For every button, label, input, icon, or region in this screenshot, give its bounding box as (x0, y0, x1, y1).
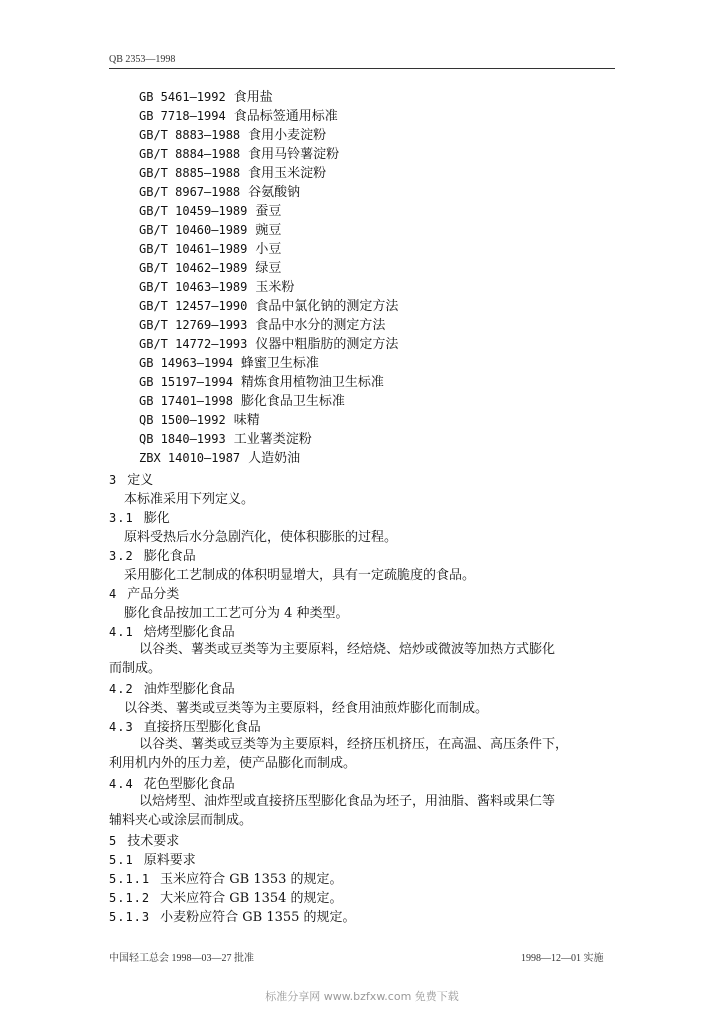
reference-code: GB 14963—1994 (139, 356, 233, 370)
section-5-1-1: 5.1.1 玉米应符合 GB 1353 的规定。 (109, 872, 343, 887)
reference-title: 豌豆 (255, 223, 282, 238)
reference-item (139, 371, 384, 390)
reference-code: GB/T 14772—1993 (139, 337, 248, 351)
reference-code: QB 1840—1993 (139, 432, 226, 446)
section-4-2-heading: 4.2 油炸型膨化食品 (109, 682, 235, 697)
section-4-intro: 膨化食品按加工工艺可分为 4 种类型。 (124, 606, 349, 621)
section-4-4-heading: 4.4 花色型膨化食品 (109, 777, 235, 792)
section-4-1-text: 以谷类、薯类或豆类等为主要原料，经焙烧、焙炒或微波等加热方式膨化 而制成。 (109, 642, 556, 676)
reference-item (139, 352, 319, 371)
section-5-1-2: 5.1.2 大米应符合 GB 1354 的规定。 (109, 891, 343, 906)
reference-title: 绿豆 (255, 261, 282, 276)
section-3-2-text: 采用膨化工艺制成的体积明显增大，具有一定疏脆度的食品。 (124, 568, 476, 583)
reference-item (139, 162, 326, 181)
reference-item (139, 105, 338, 124)
watermark-text[interactable]: 标准分享网 www.bzfxw.com 免费下载 (265, 990, 459, 1003)
reference-item (139, 295, 398, 314)
reference-title: 小豆 (255, 242, 282, 257)
section-4-3-heading: 4.3 直接挤压型膨化食品 (109, 720, 261, 735)
reference-item (139, 124, 326, 143)
reference-title: 谷氨酸钠 (248, 185, 301, 200)
reference-title: 食品标签通用标准 (233, 109, 338, 124)
reference-code: ZBX 14010—1987 (139, 451, 241, 465)
reference-title: 食品中水分的测定方法 (255, 318, 386, 333)
reference-code: GB/T 8883—1988 (139, 128, 241, 142)
reference-code: GB/T 10460—1989 (139, 223, 248, 237)
reference-code: GB/T 10461—1989 (139, 242, 248, 256)
reference-item (139, 238, 281, 257)
reference-code: GB/T 10459—1989 (139, 204, 248, 218)
reference-title: 食用盐 (233, 90, 273, 105)
reference-title: 仪器中粗脂肪的测定方法 (255, 337, 399, 352)
reference-item (139, 181, 300, 200)
reference-code: GB/T 12769—1993 (139, 318, 248, 332)
reference-item (139, 219, 281, 238)
section-3-1-text: 原料受热后水分急剧汽化，使体积膨胀的过程。 (124, 530, 398, 545)
reference-code: GB/T 12457—1990 (139, 299, 248, 313)
reference-title: 工业薯类淀粉 (233, 432, 312, 447)
section-3-heading: 3 定义 (109, 473, 154, 488)
reference-code: GB/T 8884—1988 (139, 147, 241, 161)
reference-item (139, 143, 339, 162)
section-3-2-heading: 3.2 膨化食品 (109, 549, 196, 564)
section-5-1-3: 5.1.3 小麦粉应符合 GB 1355 的规定。 (109, 910, 356, 925)
reference-item (139, 428, 312, 447)
section-4-4-text: 以焙烤型、油炸型或直接挤压型膨化食品为坯子，用油脂、酱料或果仁等 辅料夹心或涂层而制成。 (109, 794, 556, 828)
reference-code: GB/T 8885—1988 (139, 166, 241, 180)
footer-approval: 中国轻工总会 1998—03—27 批准 (109, 953, 254, 964)
reference-title: 玉米粉 (255, 280, 295, 295)
reference-title: 食用玉米淀粉 (248, 166, 327, 181)
reference-code: GB/T 10462—1989 (139, 261, 248, 275)
section-3-1-heading: 3.1 膨化 (109, 511, 170, 526)
reference-code: GB 5461—1992 (139, 90, 226, 104)
reference-item (139, 257, 281, 276)
reference-item (139, 276, 294, 295)
section-4-3-text: 以谷类、薯类或豆类等为主要原料，经挤压机挤压，在高温、高压条件下， 利用机内外的压力差，使产品膨化而制成。 (109, 737, 569, 771)
reference-item (139, 86, 273, 105)
reference-item (139, 314, 385, 333)
section-5-heading: 5 技术要求 (109, 834, 180, 849)
reference-code: GB/T 8967—1988 (139, 185, 241, 199)
reference-title: 食用马铃薯淀粉 (248, 147, 340, 162)
reference-item (139, 409, 260, 428)
reference-title: 食用小麦淀粉 (248, 128, 327, 143)
reference-title: 人造奶油 (248, 451, 301, 466)
reference-title: 精炼食用植物油卫生标准 (240, 375, 384, 390)
reference-title: 膨化食品卫生标准 (240, 394, 345, 409)
reference-code: GB 7718—1994 (139, 109, 226, 123)
reference-code: QB 1500—1992 (139, 413, 226, 427)
section-4-1-heading: 4.1 焙烤型膨化食品 (109, 625, 235, 640)
reference-title: 食品中氯化钠的测定方法 (255, 299, 399, 314)
section-3-intro: 本标准采用下列定义。 (124, 492, 255, 507)
reference-item (139, 200, 281, 219)
footer-implementation: 1998—12—01 实施 (521, 953, 604, 964)
reference-item (139, 390, 345, 409)
section-5-1-heading: 5.1 原料要求 (109, 853, 196, 868)
reference-title: 味精 (233, 413, 260, 428)
reference-item (139, 333, 398, 352)
reference-title: 蚕豆 (255, 204, 282, 219)
section-4-heading: 4 产品分类 (109, 587, 180, 602)
page-header: QB 2353—1998 (109, 54, 615, 69)
reference-item (139, 447, 300, 466)
reference-code: GB 15197—1994 (139, 375, 233, 389)
reference-code: GB/T 10463—1989 (139, 280, 248, 294)
section-4-2-text: 以谷类、薯类或豆类等为主要原料，经食用油煎炸膨化而制成。 (124, 701, 489, 716)
reference-title: 蜂蜜卫生标准 (240, 356, 319, 371)
reference-code: GB 17401—1998 (139, 394, 233, 408)
